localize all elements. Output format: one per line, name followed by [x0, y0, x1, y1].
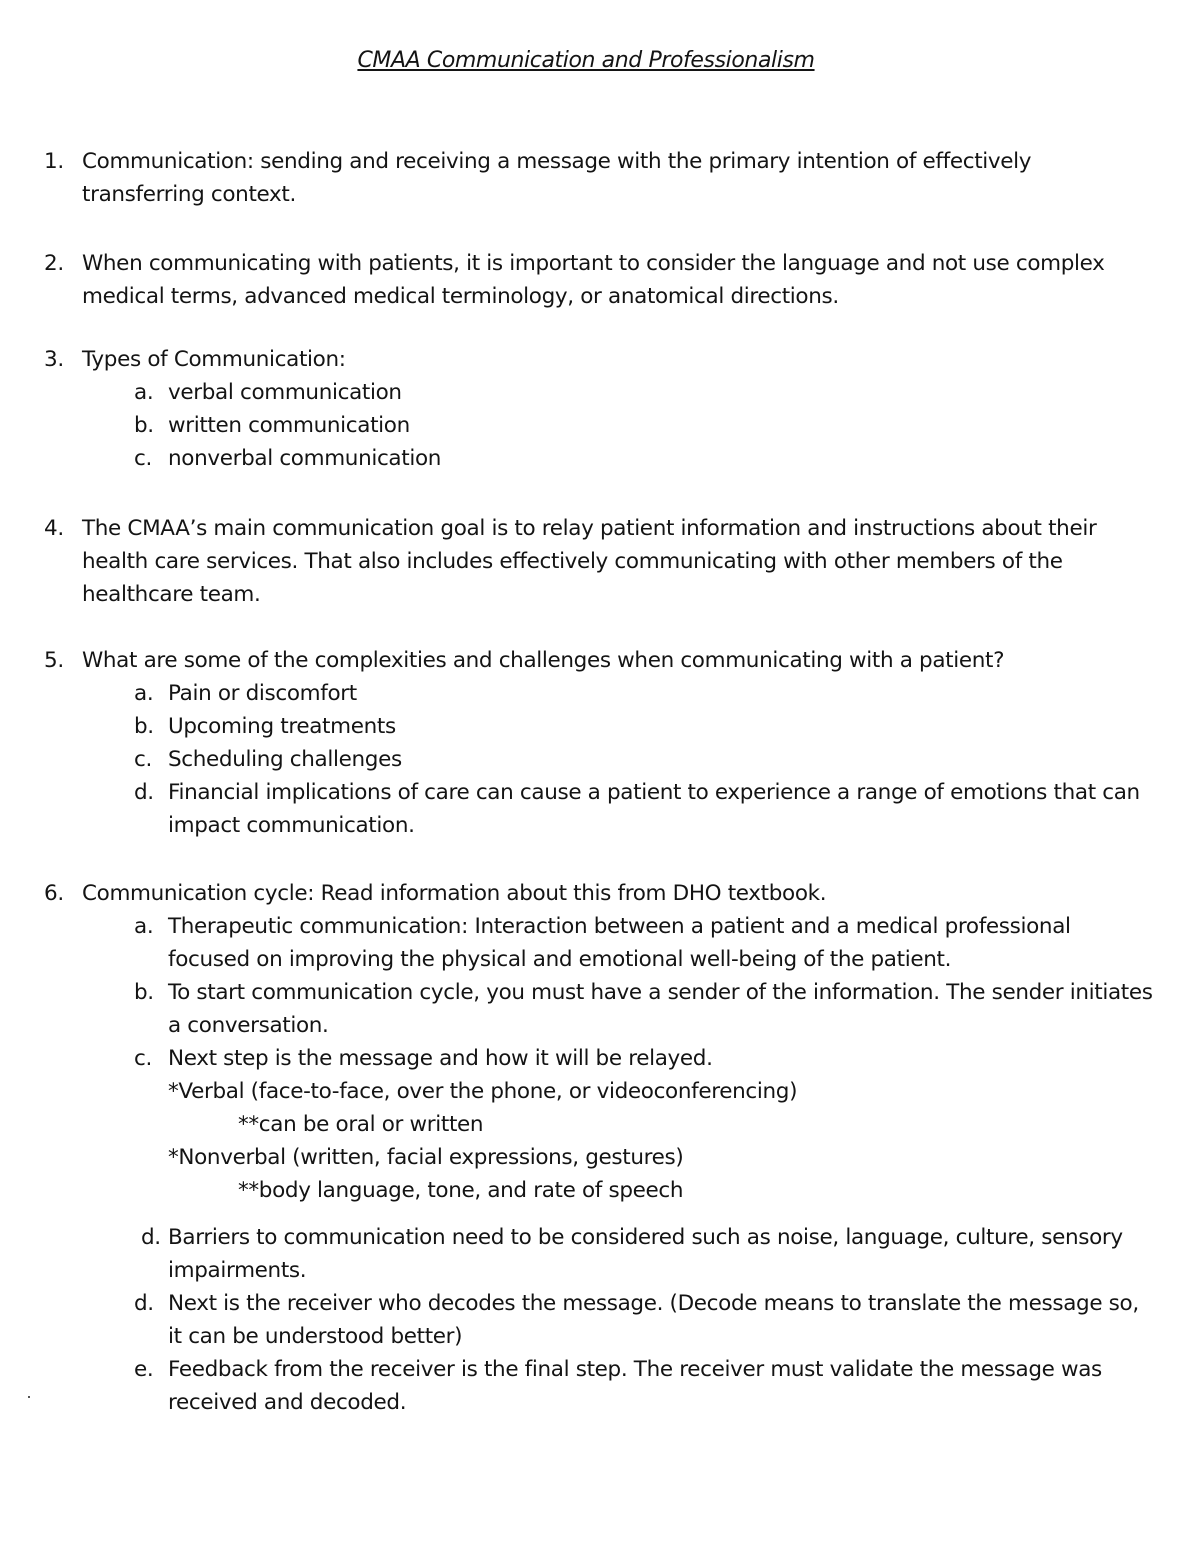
- sub-item: [44, 776, 1154, 842]
- item-number: 6.: [44, 881, 64, 906]
- item-number: 1.: [44, 149, 64, 174]
- sub-item-text: Therapeutic communication: Interaction between a patient and a medical professional focused on improving the physical and emotional well-being of the patient.: [168, 914, 1071, 972]
- list-item-6: [44, 877, 1154, 1419]
- detail-line: *Verbal (face-to-face, over the phone, or videoconferencing): [168, 1079, 798, 1104]
- sub-item-letter: a.: [134, 914, 154, 939]
- list-item-1: [44, 145, 1154, 211]
- detail-line: *Nonverbal (written, facial expressions, gestures): [168, 1145, 684, 1170]
- sub-item-letter: d.: [134, 780, 154, 805]
- item-number: 2.: [44, 251, 64, 276]
- sub-item-letter: e.: [134, 1357, 154, 1382]
- sub-item: [44, 976, 1154, 1042]
- sub-item-letter: a.: [134, 380, 154, 405]
- sub-item: [44, 910, 1154, 976]
- sub-item: [44, 409, 1154, 442]
- sub-item-letter: d.: [134, 1291, 154, 1316]
- item-text: What are some of the complexities and challenges when communicating with a patient?: [82, 648, 1005, 673]
- sub-item: [44, 1221, 1154, 1287]
- item-text: The CMAA’s main communication goal is to relay patient information and instructions about their health care services. That also includes effectively communicating with other members of the healthcare team.: [82, 516, 1097, 607]
- sub-item-text: Scheduling challenges: [168, 747, 402, 772]
- sub-item: [44, 1353, 1154, 1419]
- sub-item-text: written communication: [168, 413, 410, 438]
- item-number: 3.: [44, 347, 64, 372]
- list-item-4: [44, 512, 1154, 611]
- sub-item-text: To start communication cycle, you must have a sender of the information. The sender initiates a conversation.: [168, 980, 1153, 1038]
- sub-item: [44, 677, 1154, 710]
- sub-item-text: verbal communication: [168, 380, 402, 405]
- sub-item: [44, 442, 1154, 475]
- sub-item: [44, 743, 1154, 776]
- document-title: CMAA Communication and Professionalism: [357, 48, 815, 73]
- sub-item-letter: c.: [134, 446, 152, 471]
- sub-item-letter: b.: [134, 714, 154, 739]
- sub-item-letter: a.: [134, 681, 154, 706]
- sub-item-letter: c.: [134, 747, 152, 772]
- sub-item-letter: b.: [134, 980, 154, 1005]
- item-number: 4.: [44, 516, 64, 541]
- sub-item: [44, 376, 1154, 409]
- item-text: Types of Communication:: [82, 347, 346, 372]
- scan-speck: [28, 1396, 30, 1398]
- list-item-2: [44, 247, 1154, 313]
- sub-item-text: nonverbal communication: [168, 446, 442, 471]
- sub-item-letter: d.: [141, 1225, 161, 1250]
- detail-line: **can be oral or written: [238, 1112, 484, 1137]
- sub-item-text: Next is the receiver who decodes the message. (Decode means to translate the message so, it can be understood better): [168, 1291, 1139, 1349]
- sub-item-text: Feedback from the receiver is the final step. The receiver must validate the message was received and decoded.: [168, 1357, 1102, 1415]
- sub-item-text: Financial implications of care can cause a patient to experience a range of emotions that can impact communication.: [168, 780, 1140, 838]
- detail-line: **body language, tone, and rate of speech: [238, 1178, 684, 1203]
- sub-item-text: Next step is the message and how it will be relayed.: [168, 1046, 713, 1071]
- list-item-3: [44, 343, 1154, 475]
- sub-item-letter: c.: [134, 1046, 152, 1071]
- list-item-5: [44, 644, 1154, 842]
- item-text: When communicating with patients, it is important to consider the language and not use complex medical terms, advanced medical terminology, or anatomical directions.: [82, 251, 1105, 309]
- sub-item: [44, 1042, 1154, 1075]
- sub-item-letter: b.: [134, 413, 154, 438]
- item-number: 5.: [44, 648, 64, 673]
- item-text: Communication cycle: Read information about this from DHO textbook.: [82, 881, 827, 906]
- sub-item: [44, 710, 1154, 743]
- sub-item: [44, 1287, 1154, 1353]
- sub-item-text: Barriers to communication need to be considered such as noise, language, culture, sensory impairments.: [168, 1225, 1123, 1283]
- sub-item-text: Upcoming treatments: [168, 714, 396, 739]
- item-text: Communication: sending and receiving a message with the primary intention of effectively transferring context.: [82, 149, 1032, 207]
- sub-item-text: Pain or discomfort: [168, 681, 357, 706]
